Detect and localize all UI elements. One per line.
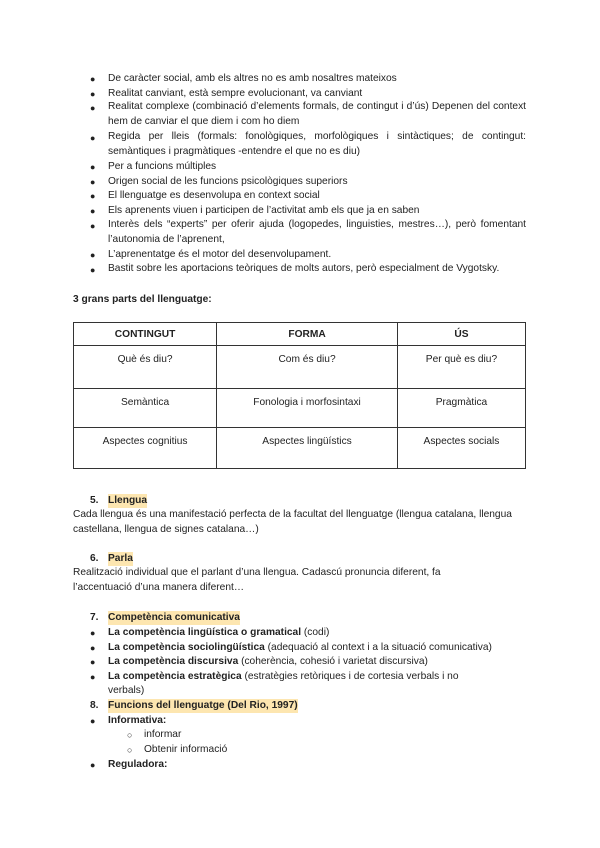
item-bold: La competència estratègica xyxy=(108,671,242,682)
table-cell: Com és diu? xyxy=(217,346,398,389)
list-item: Realitat canviant, està sempre evolucionant, va canviant xyxy=(108,88,363,99)
bullet-dot: ● xyxy=(90,221,96,231)
section-heading: Llengua xyxy=(108,495,148,506)
list-item: Reguladora: xyxy=(108,759,168,770)
item-rest: (estratègies retòriques i de cortesia verbals i no xyxy=(241,671,459,682)
table-cell: Pragmàtica xyxy=(397,389,525,428)
list-item-continuation: verbals) xyxy=(108,685,145,696)
bullet-dot: ● xyxy=(90,250,96,260)
bullet-dot: ● xyxy=(90,672,96,682)
section-heading: Parla xyxy=(108,553,133,564)
list-item: De caràcter social, amb els altres no es amb nosaltres mateixos xyxy=(108,73,397,84)
bullet-dot: ● xyxy=(90,206,96,216)
list-item: Informativa: xyxy=(108,715,167,726)
list-item xyxy=(108,670,459,684)
table-header-cell: CONTINGUT xyxy=(74,323,217,346)
table-cell: Fonologia i morfosintaxi xyxy=(217,389,398,428)
table-cell: Semàntica xyxy=(74,389,217,428)
sub-bullet-circle: ○ xyxy=(127,745,133,755)
bullet-dot: ● xyxy=(90,265,96,275)
bullet-dot: ● xyxy=(90,177,96,187)
bullet-dot: ● xyxy=(90,74,96,84)
item-bold: La competència lingüística o gramatical xyxy=(108,627,302,638)
table-header-cell: ÚS xyxy=(397,323,525,346)
section-number: 6. xyxy=(90,553,99,564)
list-item: Interès dels “experts” per oferir ajuda (logopedes, linguisties, mestres…), però fomentant l’autonomia de l’aprenent, xyxy=(108,219,526,245)
table-cell: Per què es diu? xyxy=(397,346,525,389)
bullet-dot: ● xyxy=(90,643,96,653)
list-item: Bastit sobre les aportacions teòriques de molts autors, però especialment de Vygotsky. xyxy=(108,263,500,274)
table-header-row xyxy=(74,323,526,346)
table-cell: Aspectes socials xyxy=(397,428,525,469)
list-item: Origen social de les funcions psicològiques superiors xyxy=(108,176,348,187)
parts-heading: 3 grans parts del llenguatge: xyxy=(73,294,212,305)
item-rest: (codi) xyxy=(301,627,330,638)
list-item xyxy=(108,655,428,669)
sub-list-item: informar xyxy=(144,729,182,740)
list-item: Realitat complexe (combinació d’elements formals, de contingut i d’ús) Depenen del context hem de canviar el que diem i com ho diem xyxy=(108,101,526,127)
list-item: Regida per lleis (formals: fonològiques, morfològiques i sintàctiques; de contingut: semàntiques i pragmàtiques -entendre el que no es diu) xyxy=(108,131,526,157)
table-header-cell: FORMA xyxy=(217,323,398,346)
item-rest: (adequació al context i a la situació comunicativa) xyxy=(264,642,492,653)
list-item: Els aprenents viuen i participen de l’activitat amb els que ja en saben xyxy=(108,205,420,216)
list-item xyxy=(108,641,492,655)
section-number: 7. xyxy=(90,612,99,623)
table-row xyxy=(74,346,526,389)
table-row xyxy=(74,389,526,428)
bullet-dot: ● xyxy=(90,133,96,143)
item-bold: La competència sociolingüística xyxy=(108,642,265,653)
section-heading: Funcions del llenguatge (Del Rio, 1997) xyxy=(108,700,298,711)
table-cell: Aspectes cognitius xyxy=(74,428,217,469)
table-cell: Què és diu? xyxy=(74,346,217,389)
language-parts-table xyxy=(73,322,526,469)
section-number: 5. xyxy=(90,495,99,506)
section-text: Cada llengua és una manifestació perfecta de la facultat del llenguatge (llengua catalana, llengua castellana, llengua de signes catalana…) xyxy=(73,509,512,535)
section-text: Realització individual que el parlant d’una llengua. Cadascú pronuncia diferent, fa xyxy=(73,567,441,578)
bullet-dot: ● xyxy=(90,191,96,201)
item-rest: (coherència, cohesió i varietat discursiva) xyxy=(238,656,428,667)
bullet-dot: ● xyxy=(90,628,96,638)
section-number: 8. xyxy=(90,700,99,711)
bullet-dot: ● xyxy=(90,103,96,113)
bullet-dot: ● xyxy=(90,760,96,770)
bullet-dot: ● xyxy=(90,716,96,726)
table-row xyxy=(74,428,526,469)
bullet-dot: ● xyxy=(90,89,96,99)
bullet-dot: ● xyxy=(90,657,96,667)
table-cell: Aspectes lingüístics xyxy=(217,428,398,469)
list-item xyxy=(108,626,329,640)
bullet-dot: ● xyxy=(90,162,96,172)
list-item: L’aprenentatge és el motor del desenvolupament. xyxy=(108,249,332,260)
section-text: l’accentuació d’una manera diferent… xyxy=(73,582,245,593)
section-heading: Competència comunicativa xyxy=(108,612,240,623)
item-bold: La competència discursiva xyxy=(108,656,239,667)
sub-bullet-circle: ○ xyxy=(127,730,133,740)
list-item: El llenguatge es desenvolupa en context social xyxy=(108,190,320,201)
list-item: Per a funcions múltiples xyxy=(108,161,217,172)
sub-list-item: Obtenir informació xyxy=(144,744,228,755)
